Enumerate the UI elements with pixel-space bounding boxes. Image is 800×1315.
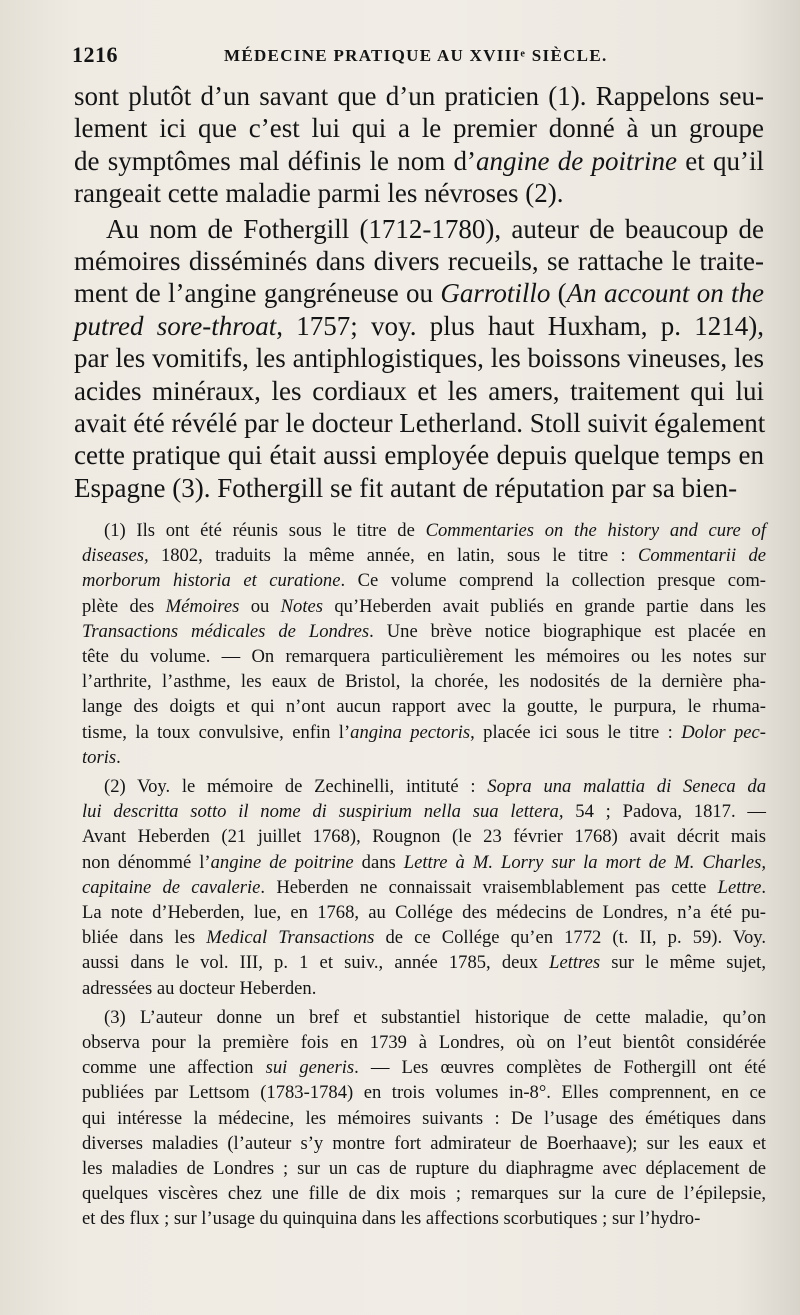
italic-text: Dolor pec- [681, 721, 767, 743]
italic-text: Sopra una malattia di Seneca da [487, 776, 767, 798]
footnote-line [82, 745, 766, 770]
roman-text: . — Les œuvres complètes de Fothergill ont été [354, 1057, 766, 1079]
footnote-line [82, 1055, 766, 1080]
roman-text: mémoires disséminés dans divers recueils, se rattache le traite- [74, 246, 764, 277]
roman-text: ou [239, 595, 281, 617]
italic-text: Transactions médicales de Londres [82, 620, 370, 642]
italic-text: Lettre à M. Lorry sur la mort de M. Charles, [403, 851, 766, 873]
roman-text: de ce Collége qu’en 1772 (t. II, p. 59). Voy. [374, 927, 766, 949]
roman-text: , 1757; voy. plus haut Huxham, p. 1214), [276, 310, 764, 341]
italic-text: Lettre [717, 876, 762, 898]
roman-text: comme une affection [82, 1057, 266, 1079]
footnote-line [82, 518, 766, 543]
page-header [72, 42, 762, 72]
page-number: 1216 [72, 42, 118, 67]
roman-text: non dénommé l’ [82, 851, 211, 873]
footnote-line [82, 824, 766, 849]
roman-text: . Ce volume comprend la collection presque com- [340, 570, 766, 592]
italic-text: putred sore-throat [74, 310, 277, 341]
roman-text: diverses maladies (l’auteur s’y montre fort admirateur de Boerhaave); sur les eaux et [82, 1132, 766, 1154]
roman-text: , placée ici sous le titre : [470, 721, 682, 743]
italic-text: Garrotillo [440, 278, 551, 309]
footnote-line [82, 950, 766, 975]
text-line [74, 407, 764, 439]
roman-text: . Heberden ne connaissait vraisemblablement pas cette [260, 876, 718, 898]
italic-text: toris [82, 746, 117, 768]
text-line [74, 177, 764, 209]
footnote-line [82, 1080, 766, 1105]
roman-text: . [116, 746, 121, 768]
roman-text: l’arthrite, l’asthme, les eaux de Bristol, la chorée, les nodosités de la dernière pha- [82, 671, 766, 693]
footnote-line [82, 1106, 766, 1131]
italic-text: Commentaries on the history and cure of [425, 520, 766, 541]
italic-text: angine de poitrine [476, 145, 678, 176]
footnote-line [82, 1156, 766, 1181]
italic-text: angina pectoris [350, 721, 471, 743]
roman-text: et qu’il [677, 145, 765, 176]
footnote-line [82, 644, 766, 669]
footnote-line [82, 1181, 766, 1206]
footnote-line [82, 1131, 766, 1156]
footnote-line [82, 543, 766, 568]
footnote-line [82, 669, 766, 694]
roman-text: lange des doigts et qui n’ont aucun rapport avec la goutte, le purpura, le rhuma- [82, 696, 766, 718]
footnote-line [82, 720, 766, 745]
footnote-line [82, 1030, 766, 1055]
footnote-line [82, 799, 766, 824]
footnote-3 [82, 1005, 766, 1232]
roman-text: quelques viscères chez une fille de dix mois ; remarques sur la cure de l’épilepsie, [82, 1183, 766, 1205]
footnote-line [82, 619, 766, 644]
text-line [74, 213, 764, 245]
italic-text: Mémoires [165, 595, 240, 617]
italic-text: Notes [280, 595, 324, 617]
running-title: MÉDECINE PRATIQUE AU XVIIIᵉ SIÈCLE. [224, 46, 608, 65]
roman-text: Espagne (3). Fothergill se fit autant de réputation par sa bien- [74, 472, 738, 503]
footnote-line [82, 568, 766, 593]
roman-text: Avant Heberden (21 juillet 1768), Rougnon (le 23 février 1768) avait décrit mais [82, 826, 766, 848]
roman-text: (3) L’auteur donne un bref et substantiel historique de cette maladie, qu’on [104, 1006, 766, 1028]
footnote-line [82, 774, 766, 799]
text-line [74, 277, 764, 309]
roman-text: sur le même sujet, [600, 952, 766, 974]
roman-text: qu’Heberden avait publiés en grande partie dans les [323, 595, 767, 617]
italic-text: An account on the [566, 278, 764, 309]
roman-text: ( [550, 278, 567, 309]
roman-text: La note d’Heberden, lue, en 1768, au Collége des médecins de Londres, n’a été pu- [82, 902, 766, 924]
roman-text: par les vomitifs, les antiphlogistiques, les boissons vineuses, les [74, 343, 764, 374]
footnote-2 [82, 774, 766, 1001]
roman-text: les maladies de Londres ; sur un cas de rupture du diaphragme avec déplacement de [82, 1158, 766, 1180]
text-line [74, 245, 764, 277]
roman-text: (2) Voy. le mémoire de Zechinelli, intituté : [104, 776, 488, 798]
footnote-line [82, 875, 766, 900]
text-line [74, 375, 764, 407]
roman-text: dans [353, 851, 404, 873]
roman-text: et des flux ; sur l’usage du quinquina dans les affections scorbutiques ; sur l’hydro- [82, 1208, 701, 1230]
italic-text: Commentarii de [637, 545, 766, 567]
roman-text: rangeait cette maladie parmi les névroses (2). [74, 178, 564, 209]
text-line [74, 439, 764, 471]
footnote-line [82, 976, 766, 1001]
roman-text: aussi dans le vol. III, p. 1 et suiv., année 1785, deux [82, 952, 550, 974]
italic-text: Lettres [549, 952, 601, 974]
roman-text: . Une brève notice biographique est placée en [369, 620, 766, 642]
text-line [74, 145, 764, 177]
footnote-line [82, 1206, 766, 1231]
italic-text: morborum historia et curatione [82, 570, 341, 592]
footnote-line [82, 594, 766, 619]
roman-text: qui intéresse la médecine, les mémoires suivants : De l’usage des émétiques dans [82, 1107, 766, 1129]
roman-text: adressées au docteur Heberden. [82, 977, 317, 999]
footnote-line [82, 900, 766, 925]
main-text [74, 80, 764, 504]
text-line [74, 310, 764, 342]
text-line [74, 112, 764, 144]
footnote-line [82, 850, 766, 875]
roman-text: . [761, 876, 766, 898]
text-line [74, 80, 764, 112]
roman-text: avait été révélé par le docteur Letherland. Stoll suivit également [74, 408, 766, 439]
text-line [74, 342, 764, 374]
roman-text: plète des [82, 595, 166, 617]
roman-text: observa pour la première fois en 1739 à Londres, où on l’eut bientôt considérée [82, 1032, 766, 1054]
footnote-line [82, 925, 766, 950]
footnotes [82, 518, 766, 1236]
roman-text: publiées par Lettsom (1783-1784) en trois volumes in-8°. Elles comprennent, en ce [82, 1082, 766, 1104]
roman-text: tisme, la toux convulsive, enfin l’ [82, 721, 351, 743]
italic-text: Medical Transactions [206, 927, 375, 949]
italic-text: angine de poitrine [210, 851, 354, 873]
roman-text: bliée dans les [82, 927, 207, 949]
roman-text: acides minéraux, les cordiaux et les amers, traitement qui lui [74, 375, 764, 406]
italic-text: capitaine de cavalerie [82, 876, 261, 898]
roman-text: Au nom de Fothergill (1712-1780), auteur de beaucoup de [106, 213, 764, 244]
footnote-line [82, 694, 766, 719]
roman-text: 1802, traduits la même année, en latin, sous le titre : [148, 545, 638, 567]
footnote-1 [82, 518, 766, 770]
roman-text: lement ici que c’est lui qui a le premier donné à un groupe [74, 113, 764, 144]
italic-text: diseases, [82, 545, 149, 567]
paragraph-1 [74, 80, 764, 210]
roman-text: tête du volume. — On remarquera particulièrement les mémoires ou les notes sur [82, 646, 766, 668]
roman-text: sont plutôt d’un savant que d’un praticien (1). Rappelons seu- [74, 81, 764, 111]
paragraph-2 [74, 213, 764, 505]
footnote-line [82, 1005, 766, 1030]
roman-text: ment de l’angine gangréneuse ou [74, 278, 441, 309]
italic-text: sui generis [265, 1057, 355, 1079]
roman-text: (1) Ils ont été réunis sous le titre de [104, 520, 426, 541]
roman-text: 54 ; Padova, 1817. — [563, 801, 766, 823]
text-line [74, 472, 764, 504]
roman-text: de symptômes mal définis le nom d’ [74, 145, 477, 176]
roman-text: cette pratique qui était aussi employée depuis quelque temps en [74, 440, 764, 471]
italic-text: lui descritta sotto il nome di suspirium nella sua lettera, [82, 801, 564, 823]
